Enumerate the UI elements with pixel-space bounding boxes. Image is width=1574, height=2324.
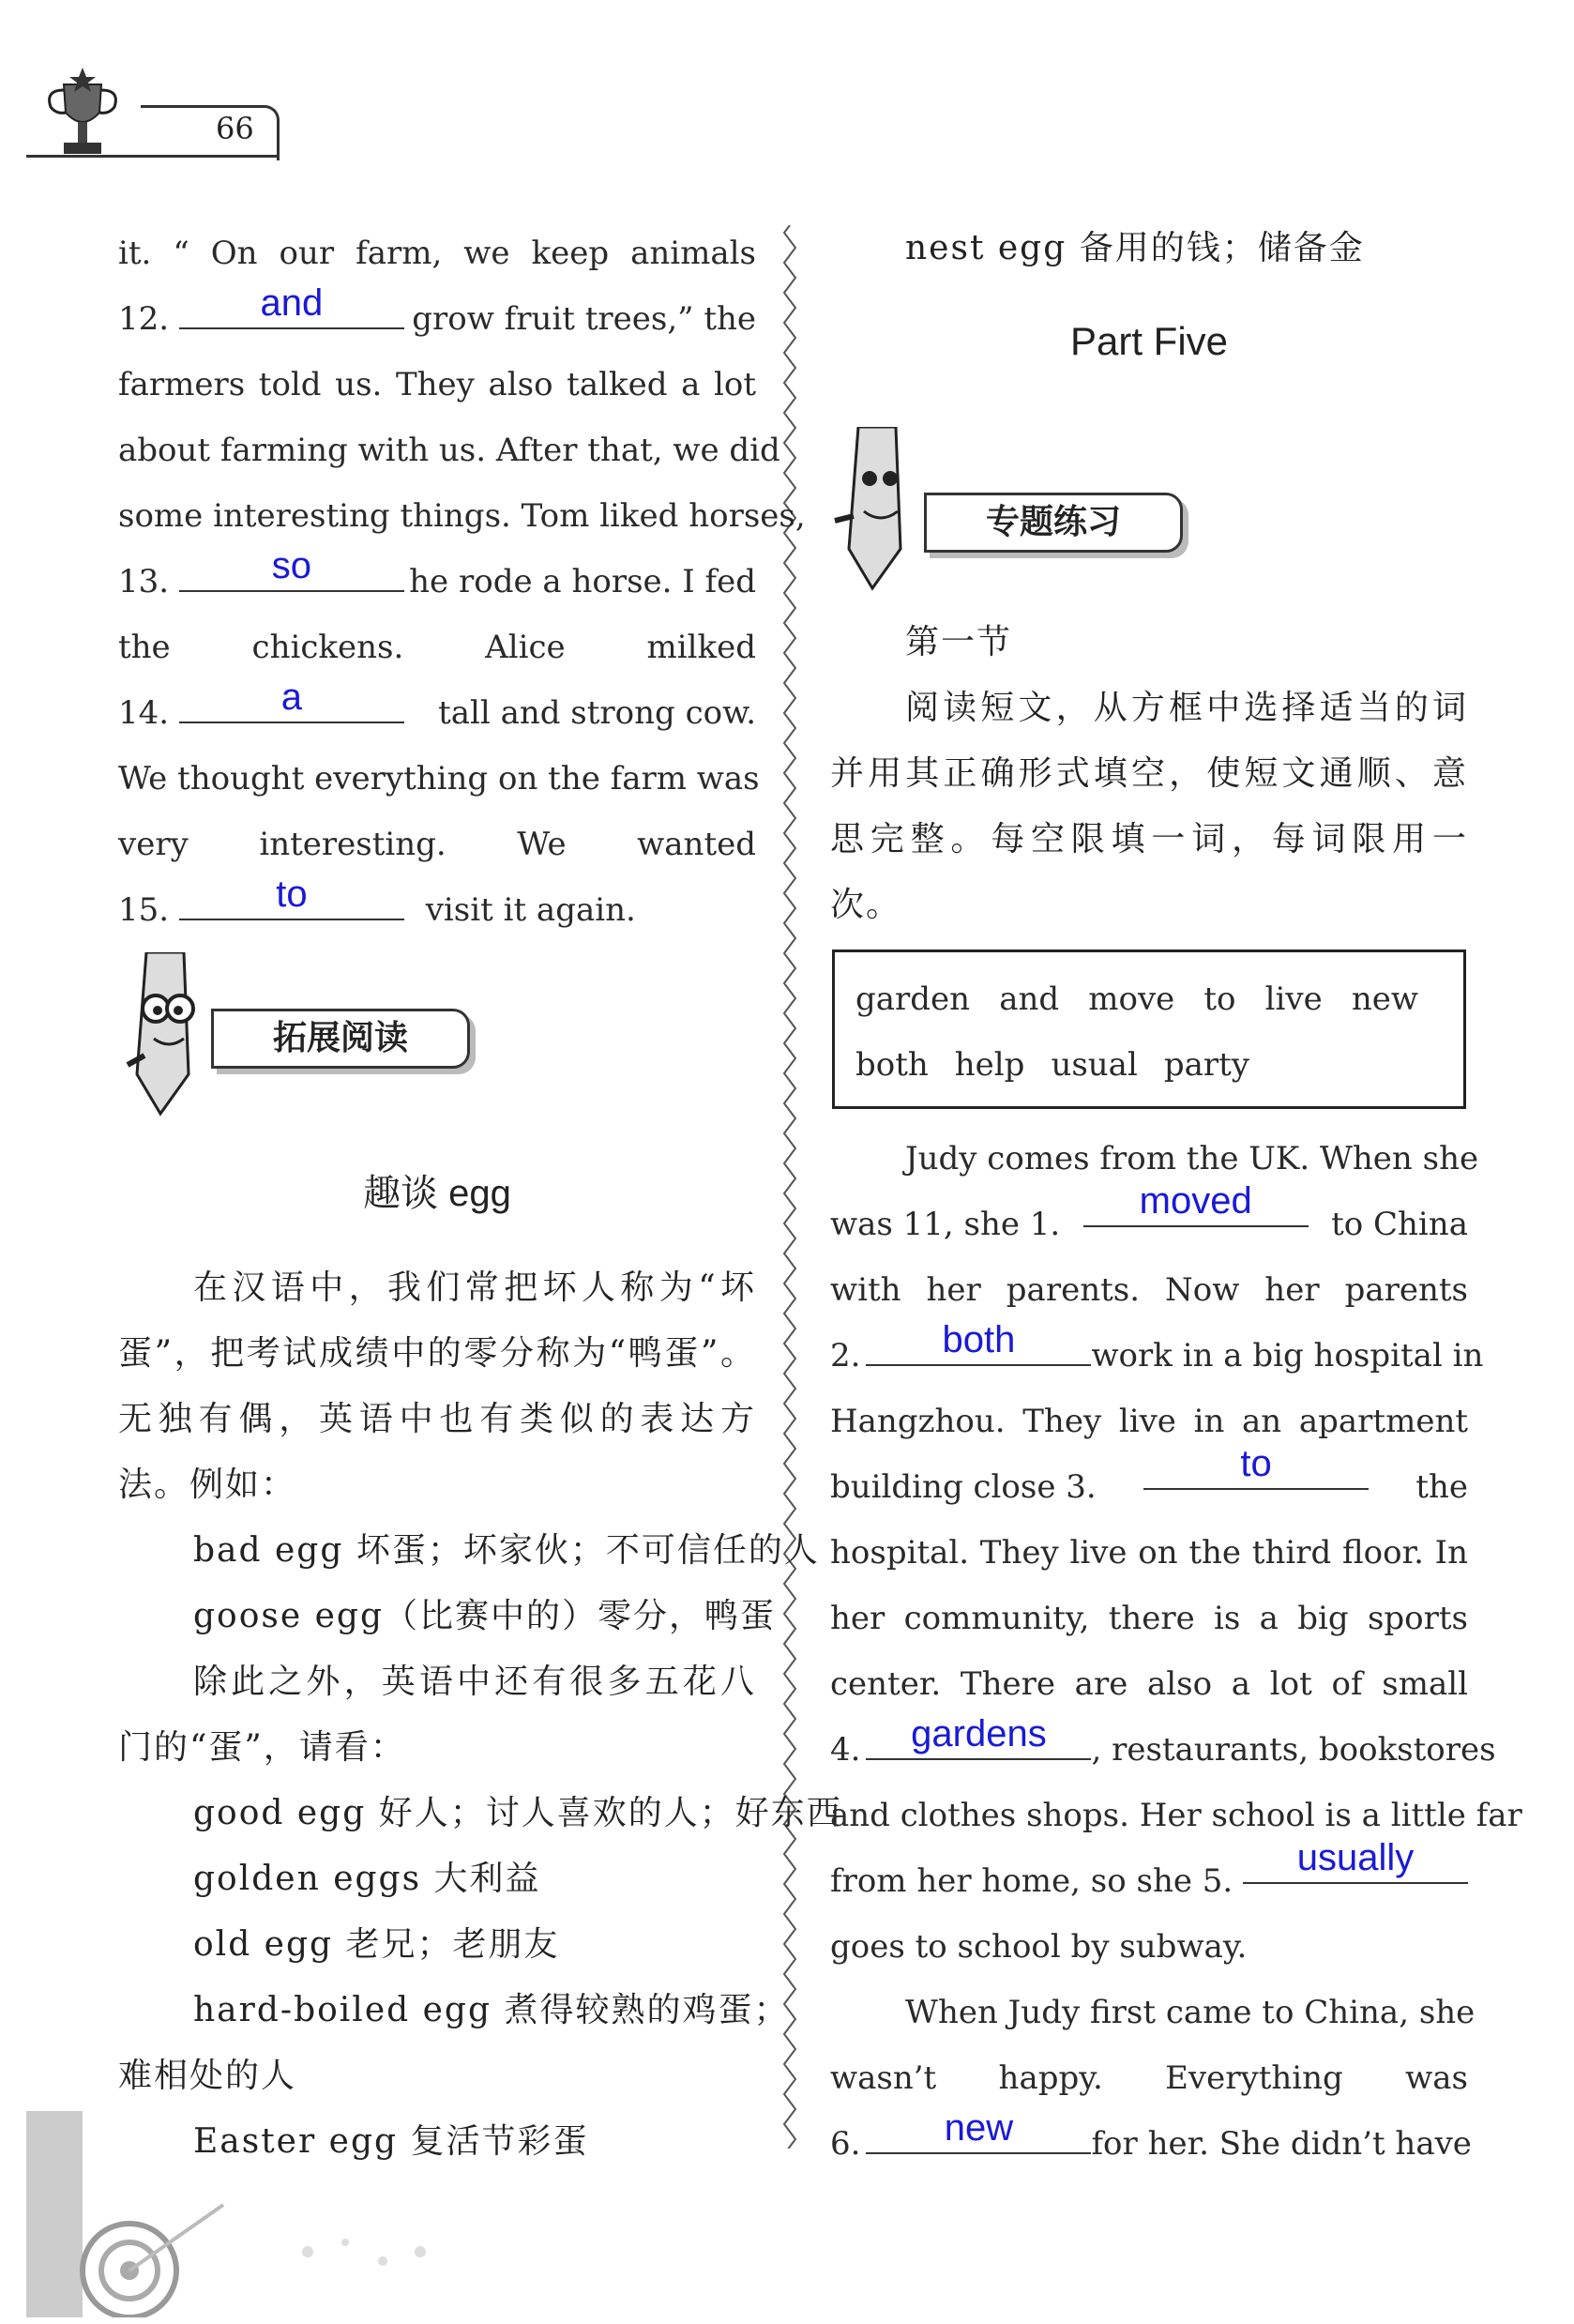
passage-line-blank-4: [830, 1713, 1496, 1783]
answer-blank[interactable]: [179, 282, 404, 329]
section-heading-extended-reading: 拓展阅读: [211, 1009, 470, 1069]
word-box-row: [855, 966, 1418, 1032]
passage-line: hospital. They live on the third floor. In: [830, 1534, 1468, 1572]
passage-line: farmers told us. They also talked a lot: [118, 366, 756, 403]
passage-line: it. “ On our farm, we keep animals: [118, 235, 756, 272]
word-option: help: [954, 1046, 1025, 1084]
dartboard-decoration-icon: [26, 2111, 683, 2317]
article-line: old egg 老兄；老朋友: [193, 1925, 560, 1964]
article-line: 在汉语中，我们常把坏人称为“坏: [193, 1268, 756, 1307]
word-option: move: [1088, 980, 1175, 1018]
instruction-line: 次。: [830, 886, 902, 924]
answer-blank[interactable]: [866, 1319, 1091, 1366]
passage-text: , restaurants, bookstores: [1091, 1731, 1496, 1769]
passage-line-blank-6: [830, 2107, 1472, 2177]
pencil-mascot-icon: [118, 952, 203, 1116]
passage-line: Hangzhou. They live in an apartment: [830, 1403, 1468, 1440]
part-title: Part Five: [1069, 319, 1229, 363]
nest-egg-line: nest egg 备用的钱；储备金: [905, 229, 1365, 267]
article-line: hard-boiled egg 煮得较熟的鸡蛋；: [193, 1991, 790, 2029]
passage-text: he rode a horse. I fed: [409, 563, 756, 600]
article-line: 无独有偶，英语中也有类似的表达方: [118, 1400, 756, 1438]
word-option: both: [855, 1046, 929, 1084]
answer-text: usually: [1296, 1837, 1415, 1878]
blank-number: 15.: [118, 891, 170, 929]
passage-text: to China: [1331, 1206, 1468, 1243]
passage-line: center. There are also a lot of small: [830, 1665, 1468, 1703]
article-line: 难相处的人: [118, 2057, 297, 2095]
passage-line: Judy comes from the UK. When she: [905, 1140, 1479, 1177]
word-option: live: [1264, 980, 1323, 1018]
answer-text: both: [942, 1319, 1016, 1360]
word-option: and: [999, 980, 1060, 1018]
article-line: 门的“蛋”，请看：: [118, 1728, 406, 1767]
word-box-row: [855, 1032, 1249, 1098]
page-number-tab: [141, 105, 280, 160]
answer-blank[interactable]: [1143, 1443, 1369, 1490]
article-title: 趣谈 egg: [363, 1173, 511, 1214]
passage-line: some interesting things. Tom liked horses,: [118, 497, 806, 535]
blank-number: 14.: [118, 694, 170, 732]
passage-text: was 11, she 1.: [830, 1206, 1061, 1243]
word-option: to: [1203, 980, 1236, 1018]
article-line: 法。例如：: [118, 1466, 297, 1504]
passage-line: When Judy first came to China, she: [905, 1994, 1476, 2031]
passage-line-blank-15: [118, 873, 756, 943]
blank-number: 2.: [830, 1337, 861, 1375]
passage-text: tall and strong cow.: [438, 694, 756, 732]
passage-line: with her parents. Now her parents: [830, 1271, 1468, 1309]
answer-text: moved: [1139, 1180, 1252, 1222]
passage-line-blank-1: [830, 1180, 1468, 1257]
passage-line-blank-5: [830, 1837, 1468, 1914]
article-line: Easter egg 复活节彩蛋: [193, 2122, 589, 2161]
page-number: 66: [216, 111, 254, 146]
passage-text: work in a big hospital in: [1091, 1337, 1484, 1375]
answer-blank[interactable]: [179, 676, 404, 723]
passage-line: her community, there is a big sports: [830, 1600, 1468, 1637]
section-heading-topic-practice: 专题练习: [924, 493, 1183, 553]
answer-blank[interactable]: [866, 2107, 1091, 2154]
article-line: 除此之外，英语中还有很多五花八: [193, 1663, 756, 1701]
passage-text: visit it again.: [425, 891, 636, 929]
answer-blank[interactable]: [179, 545, 404, 592]
passage-line: and clothes shops. Her school is a little far: [830, 1797, 1522, 1834]
word-option: party: [1163, 1046, 1249, 1084]
instruction-line: 阅读短文，从方框中选择适当的词: [905, 689, 1468, 727]
answer-text: new: [944, 2107, 1014, 2149]
subsection-title: 第一节: [905, 623, 1013, 661]
passage-text: grow fruit trees,” the: [412, 300, 756, 338]
word-option: garden: [855, 980, 971, 1018]
article-line: bad egg 坏蛋；坏家伙；不可信任的人: [193, 1531, 820, 1570]
answer-blank[interactable]: [1083, 1180, 1309, 1227]
passage-line: about farming with us. After that, we did: [118, 432, 780, 469]
answer-text: so: [271, 545, 312, 586]
passage-line: goes to school by subway.: [830, 1928, 1248, 1966]
article-line: goose egg（比赛中的）零分，鸭蛋: [193, 1597, 777, 1635]
passage-line: wasn’t happy. Everything was: [830, 2059, 1468, 2097]
passage-line-blank-13: [118, 545, 756, 615]
instruction-line: 并用其正确形式填空，使短文通顺、意: [830, 754, 1468, 793]
answer-text: gardens: [911, 1713, 1047, 1754]
passage-line-blank-14: [118, 676, 756, 746]
blank-number: 13.: [118, 563, 170, 600]
instruction-line: 思完整。每空限填一词，每词限用一: [830, 820, 1468, 858]
blank-number: 4.: [830, 1731, 861, 1769]
passage-line-blank-2: [830, 1319, 1484, 1389]
blank-number: 12.: [118, 300, 170, 338]
passage-line-blank-3: [830, 1443, 1468, 1520]
trophy-icon: [26, 66, 139, 169]
answer-text: and: [260, 282, 324, 324]
answer-text: to: [276, 873, 308, 915]
answer-text: a: [280, 676, 303, 718]
passage-line: very interesting. We wanted: [118, 826, 756, 863]
answer-blank[interactable]: [1243, 1837, 1468, 1884]
answer-text: to: [1240, 1443, 1272, 1484]
article-line: golden eggs 大利益: [193, 1860, 541, 1898]
passage-line: the chickens. Alice milked: [118, 629, 756, 666]
passage-line: We thought everything on the farm was: [118, 760, 760, 797]
answer-blank[interactable]: [866, 1713, 1091, 1760]
word-option: new: [1351, 980, 1418, 1018]
blank-number: 6.: [830, 2125, 861, 2163]
word-option: usual: [1051, 1046, 1138, 1084]
passage-text: the: [1415, 1468, 1468, 1506]
passage-text: building close 3.: [830, 1468, 1097, 1506]
passage-text: from her home, so she 5.: [830, 1862, 1233, 1900]
article-line: 蛋”，把考试成绩中的零分称为“鸭蛋”。: [118, 1334, 756, 1373]
article-line: good egg 好人；讨人喜欢的人；好东西: [193, 1794, 842, 1832]
passage-text: for her. She didn’t have: [1091, 2125, 1472, 2163]
pencil-mascot-icon: [830, 427, 915, 591]
answer-blank[interactable]: [179, 873, 404, 920]
passage-line-blank-12: [118, 282, 756, 352]
